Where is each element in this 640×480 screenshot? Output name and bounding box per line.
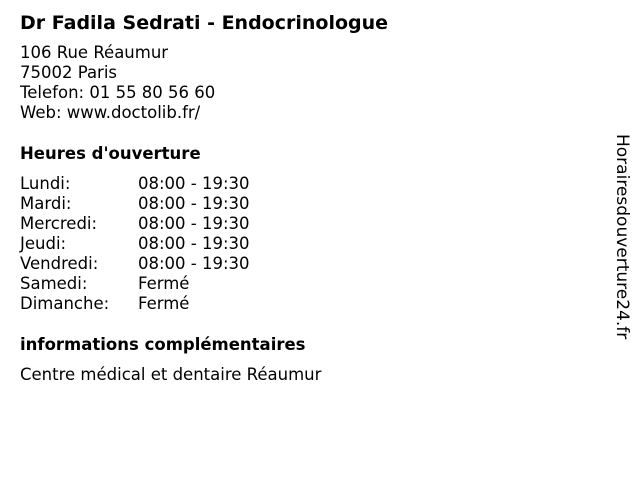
hours-row-wednesday [20, 214, 600, 234]
day-label: Mercredi: [20, 214, 98, 233]
hours-row-monday [20, 174, 600, 194]
page-title: Dr Fadila Sedrati - Endocrinologue [20, 12, 389, 34]
day-label: Lundi: [20, 174, 71, 193]
hours-row-saturday [20, 274, 600, 294]
day-label: Dimanche: [20, 294, 110, 313]
day-label: Mardi: [20, 194, 72, 213]
hours-value: 08:00 - 19:30 [138, 254, 250, 273]
additional-info-heading: informations complémentaires [20, 335, 306, 354]
hours-value: Fermé [138, 294, 190, 313]
address-block [20, 43, 600, 123]
street-address: 106 Rue Réaumur [20, 43, 169, 62]
hours-value: Fermé [138, 274, 190, 293]
site-watermark [612, 134, 632, 346]
hours-row-friday [20, 254, 600, 274]
hours-value: 08:00 - 19:30 [138, 174, 250, 193]
hours-value: 08:00 - 19:30 [138, 194, 250, 213]
hours-row-tuesday [20, 194, 600, 214]
content [20, 11, 600, 385]
website: Web: www.doctolib.fr/ [20, 103, 201, 122]
city-address: 75002 Paris [20, 63, 118, 82]
hours-value: 08:00 - 19:30 [138, 214, 250, 233]
hours-value: 08:00 - 19:30 [138, 234, 250, 253]
day-label: Vendredi: [20, 254, 99, 273]
additional-info-text: Centre médical et dentaire Réaumur [20, 365, 322, 384]
hours-row-thursday [20, 234, 600, 254]
opening-hours-heading: Heures d'ouverture [20, 144, 201, 163]
phone-number: Telefon: 01 55 80 56 60 [20, 83, 216, 102]
day-label: Samedi: [20, 274, 88, 293]
day-label: Jeudi: [20, 234, 67, 253]
watermark-text: Horairesdouverture24.fr [612, 134, 632, 340]
opening-hours-table [20, 174, 600, 314]
hours-row-sunday [20, 294, 600, 314]
